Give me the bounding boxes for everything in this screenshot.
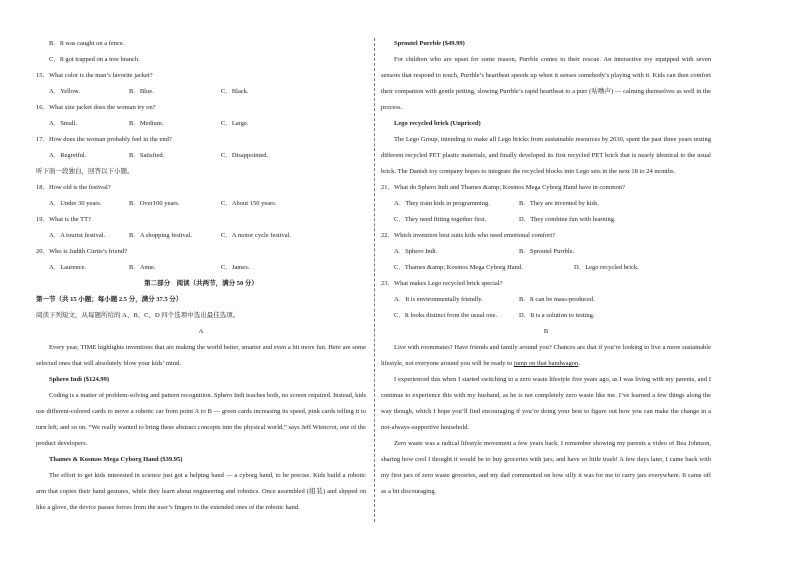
- q17-a: A．Regretful.: [49, 152, 87, 159]
- q23-c: C．It looks distinct from the usual one.: [394, 312, 498, 319]
- thames-text: The effort to get kids interested in science just got a helping hand — a cyborg hand, to be precise. Kids build a robotic arm that copies their hand gestures, while they learn about engineering and robotics. Once assembled (组装) and slipped on like a glove, the device passes forces from the user’s fingers to the extended ones of the robotic hand.: [36, 472, 366, 511]
- q15-b: B．Blue.: [129, 88, 154, 95]
- q23-stem: 23．What makes Lego recycled brick special?: [381, 280, 503, 287]
- q20-c: C．James.: [221, 264, 250, 271]
- passage-b-p1: [381, 340, 711, 372]
- q21-stem: 21．What do Sphero Indi and Thames &amp; Kosmos Mega Cyborg Hand have in common?: [381, 184, 626, 191]
- q15-stem: 15．What color is the man’s favorite jacket?: [36, 72, 153, 79]
- q15-a: A．Yellow.: [49, 88, 80, 95]
- q23-options-row2: [381, 308, 711, 324]
- q22-options-row2: [381, 260, 711, 276]
- q22-c: C．Thames &amp; Kosmos Mega Cyborg Hand.: [394, 264, 523, 271]
- q14-option-c: C．It got trapped on a tree branch.: [49, 56, 140, 63]
- sphero-title: Sphero Indi ($124.99): [49, 376, 110, 383]
- q23-options-row1: [381, 292, 711, 308]
- section1-instruction: 阅读下列短文，从每题所给的 A、B、C、D 四个选项中选出最佳选项。: [36, 312, 240, 319]
- q19-stem: 19．What is the TT?: [36, 216, 91, 223]
- q20-stem: 20．Who is Judith Curtis’s friend?: [36, 248, 127, 255]
- passage-b-label: B: [543, 328, 549, 335]
- passage-b-p3: Zero waste was a radical lifestyle movement a few years back. I remember showing my parents a video of Bea Johnson, sharing how cool I thought it would be to buy groceries with jars, and have so little trash! A few days later, I came back with my first jars of zero waste groceries, and my dad commented on how silly it was for me to carry jars everywhere. It came off as a bit discouraging.: [381, 440, 711, 495]
- q20-options: [36, 260, 366, 276]
- left-column: [36, 36, 366, 516]
- q21-a: A．They train kids in programming.: [394, 200, 490, 207]
- q21-options-row2: [381, 212, 711, 228]
- q15-options: [36, 84, 366, 100]
- q21-options-row1: [381, 196, 711, 212]
- q14-option-b: B．It was caught on a fence.: [49, 40, 125, 47]
- q22-a: A．Sphero Indi.: [394, 248, 438, 255]
- q20-a: A．Laurence.: [49, 264, 86, 271]
- passage-a-label: A: [198, 328, 204, 335]
- q17-options: [36, 148, 366, 164]
- passage-b-p1-end: .: [578, 360, 580, 367]
- listening-instruction: 听下面一段独白，回答以下小题。: [36, 168, 134, 175]
- bandwagon-phrase: jump on that bandwagon: [513, 360, 579, 367]
- passage-b-p2: I experienced this when I started switching to a zero waste lifestyle five years ago, as I was living with my parents, and I continue to experience this with my husband, as he is not completely zero waste like me. I’ve learned a few things along the way though, which I hope you’ll find encouraging if you’re doing your best to figure out how you can make the change in a not-always-supportive household.: [381, 376, 711, 431]
- q18-options: [36, 196, 366, 212]
- passage-a-intro: Every year, TIME highlights inventions that are making the world better, smarter and even a bit more fun. Here are some selected ones that will absolutely blow your kids’ mind.: [36, 344, 366, 367]
- section1-title: 第一节（共 15 小题；每小题 2.5 分，满分 37.5 分）: [36, 296, 183, 303]
- q19-a: A．A tourist festival.: [49, 232, 106, 239]
- q19-options: [36, 228, 366, 244]
- q18-c: C．About 150 years.: [221, 200, 277, 207]
- sproutel-title: Sproutel Purrble ($49.99): [394, 40, 465, 47]
- q16-options: [36, 116, 366, 132]
- sphero-text: Coding is a matter of problem-solving and pattern recognition. Sphero Indi teaches both, no screen required. Instead, kids use different-colored cards to move a robotic car from point A to B — green cards increasing its speed, pink cards telling it to turn left, and so on. “We really wanted to bring these abstract concepts into the physical world,” says Jeff Wiencrot, one of the product developers.: [36, 392, 366, 447]
- lego-title: Lego recycled brick (Unpriced): [394, 120, 481, 127]
- q22-options-row1: [381, 244, 711, 260]
- q18-b: B．Over100 years.: [129, 200, 180, 207]
- q22-stem: 22．Which invention best suits kids who need emotional comfort?: [381, 232, 556, 239]
- q17-b: B．Satisfied.: [129, 152, 165, 159]
- sproutel-text: For children who are upset for some reason, Purrble comes to their rescue. An interactive toy equipped with seven sensors that respond to touch, Purrble’s heartbeat speeds up when it senses somebody’s playing with it. Kids can then comfort their companion with gentle petting, slowing Purrble’s rapid heartbeat to a purr (咕噜声) — calming themselves as well in the process.: [381, 56, 711, 111]
- q23-a: A．It is environmentally friendly.: [394, 296, 483, 303]
- q15-c: C．Black.: [221, 88, 249, 95]
- passage-b-p1-start: Live with roommates? Have friends and family around you? Chances are that if you’re looking to live a more sustainable lifestyle, not everyone around you will be ready to: [381, 344, 711, 367]
- q21-c: C．They need fitting together first.: [394, 216, 487, 223]
- q16-b: B．Medium.: [129, 120, 164, 127]
- q21-d: D．They combine fun with learning.: [519, 216, 616, 223]
- q18-stem: 18．How old is the festival?: [36, 184, 111, 191]
- q23-d: D．It is a solution to testing.: [519, 312, 595, 319]
- q16-c: C．Large.: [221, 120, 249, 127]
- q20-b: B．Anne.: [129, 264, 156, 271]
- q17-c: C．Disappointed.: [221, 152, 269, 159]
- q22-d: D．Lego recycled brick.: [574, 264, 639, 271]
- q17-stem: 17．How does the woman probably feel in the end?: [36, 136, 172, 143]
- part2-title: 第二部分 阅读（共两节，满分 50 分）: [144, 280, 258, 287]
- q22-b: B．Sproutel Purrble.: [519, 248, 575, 255]
- q19-b: B．A shopping festival.: [129, 232, 193, 239]
- thames-title: Thames & Kosmos Mega Cyborg Hand ($39.95): [49, 456, 183, 463]
- q16-stem: 16．What size jacket does the woman try on?: [36, 104, 156, 111]
- lego-text: The Lego Group, intending to make all Lego bricks from sustainable resources by 2030, spent the past three years testing different recycled PET plastic materials, and finally developed its first recycled PET brick that is nearly identical to the usual brick. The Danish toy company hopes to integrate the recycled blocks into Lego sets in the next 18 to 24 months.: [381, 136, 711, 175]
- q18-a: A．Under 30 years.: [49, 200, 102, 207]
- column-divider: [374, 38, 375, 522]
- q23-b: B．It can be mass-produced.: [519, 296, 595, 303]
- q19-c: C．A motor cycle festival.: [221, 232, 292, 239]
- right-column: [381, 36, 711, 500]
- q16-a: A．Small.: [49, 120, 77, 127]
- q21-b: B．They are invented by kids.: [519, 200, 599, 207]
